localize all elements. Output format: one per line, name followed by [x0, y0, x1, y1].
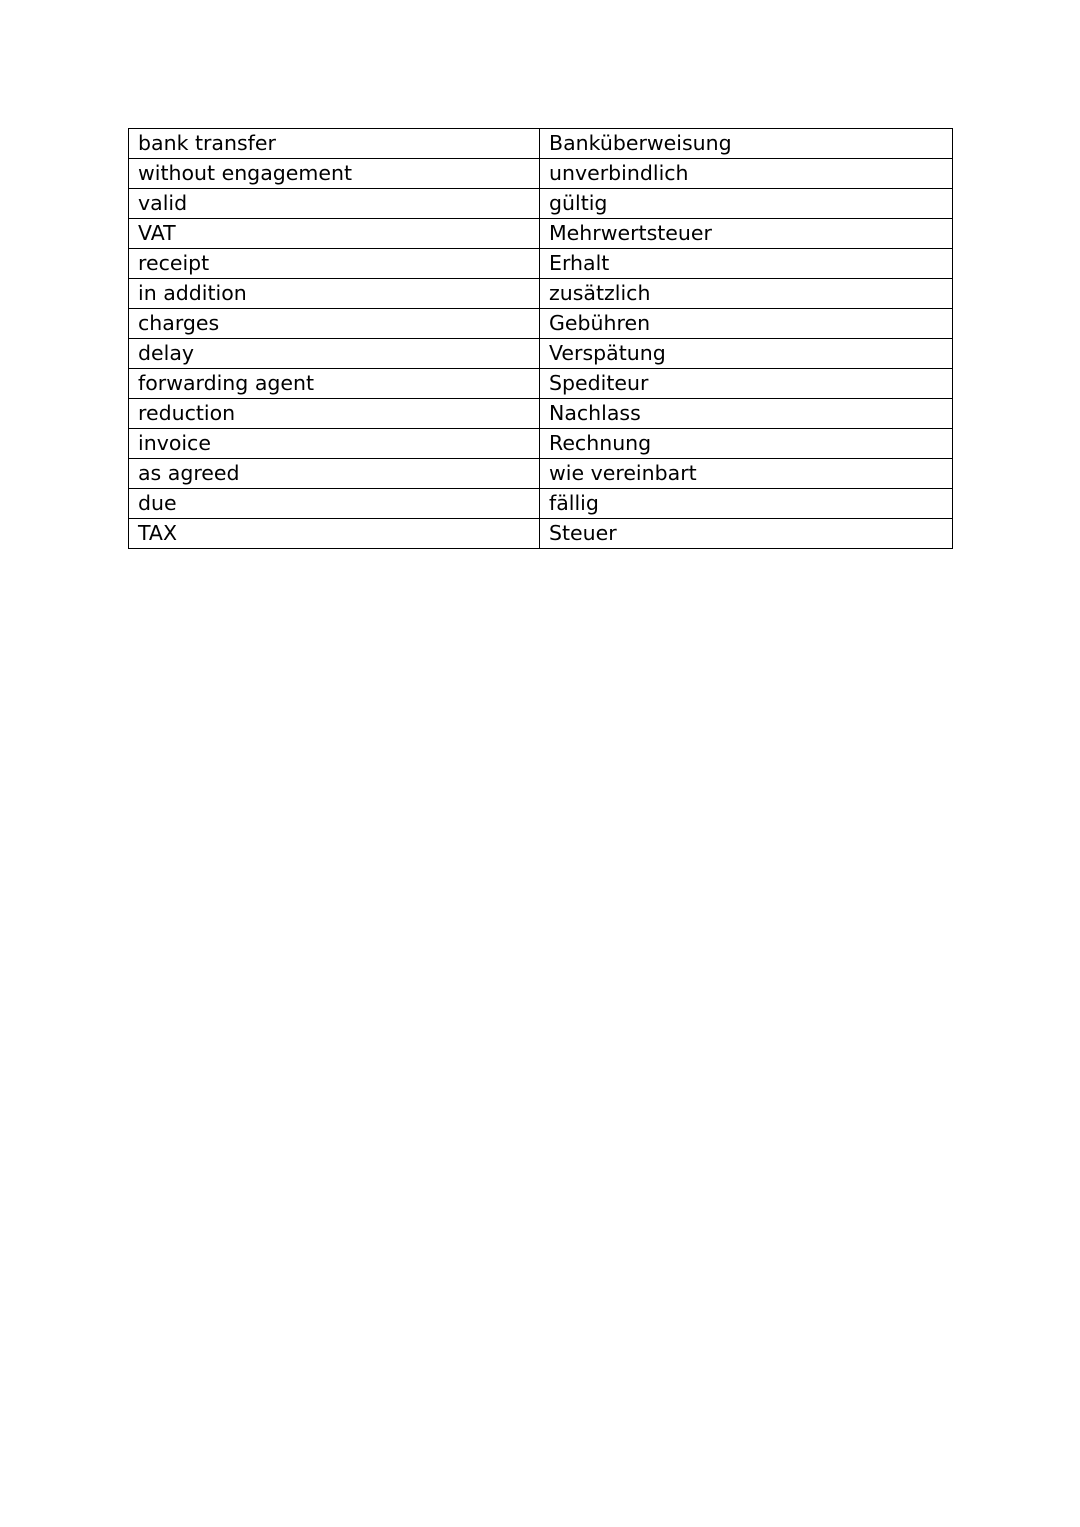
table-row	[129, 159, 953, 189]
table-row	[129, 129, 953, 159]
german-term: Nachlass	[540, 399, 953, 429]
english-term: valid	[129, 189, 540, 219]
english-term: bank transfer	[129, 129, 540, 159]
english-term: VAT	[129, 219, 540, 249]
english-term: forwarding agent	[129, 369, 540, 399]
table-row	[129, 249, 953, 279]
german-term: gültig	[540, 189, 953, 219]
german-term: Steuer	[540, 519, 953, 549]
german-term: Verspätung	[540, 339, 953, 369]
english-term: without engagement	[129, 159, 540, 189]
german-term: Banküberweisung	[540, 129, 953, 159]
german-term: unverbindlich	[540, 159, 953, 189]
table-row	[129, 399, 953, 429]
english-term: in addition	[129, 279, 540, 309]
english-term: reduction	[129, 399, 540, 429]
table-row	[129, 369, 953, 399]
german-term: Gebühren	[540, 309, 953, 339]
english-term: delay	[129, 339, 540, 369]
table-row	[129, 309, 953, 339]
english-term: due	[129, 489, 540, 519]
english-term: charges	[129, 309, 540, 339]
table-row	[129, 189, 953, 219]
english-term: TAX	[129, 519, 540, 549]
english-term: invoice	[129, 429, 540, 459]
german-term: wie vereinbart	[540, 459, 953, 489]
vocabulary-table	[128, 128, 953, 549]
table-row	[129, 519, 953, 549]
english-term: as agreed	[129, 459, 540, 489]
german-term: zusätzlich	[540, 279, 953, 309]
table-row	[129, 219, 953, 249]
german-term: Mehrwertsteuer	[540, 219, 953, 249]
table-row	[129, 339, 953, 369]
table-row	[129, 459, 953, 489]
table-row	[129, 489, 953, 519]
german-term: Spediteur	[540, 369, 953, 399]
german-term: Rechnung	[540, 429, 953, 459]
table-row	[129, 429, 953, 459]
english-term: receipt	[129, 249, 540, 279]
german-term: fällig	[540, 489, 953, 519]
german-term: Erhalt	[540, 249, 953, 279]
table-row	[129, 279, 953, 309]
